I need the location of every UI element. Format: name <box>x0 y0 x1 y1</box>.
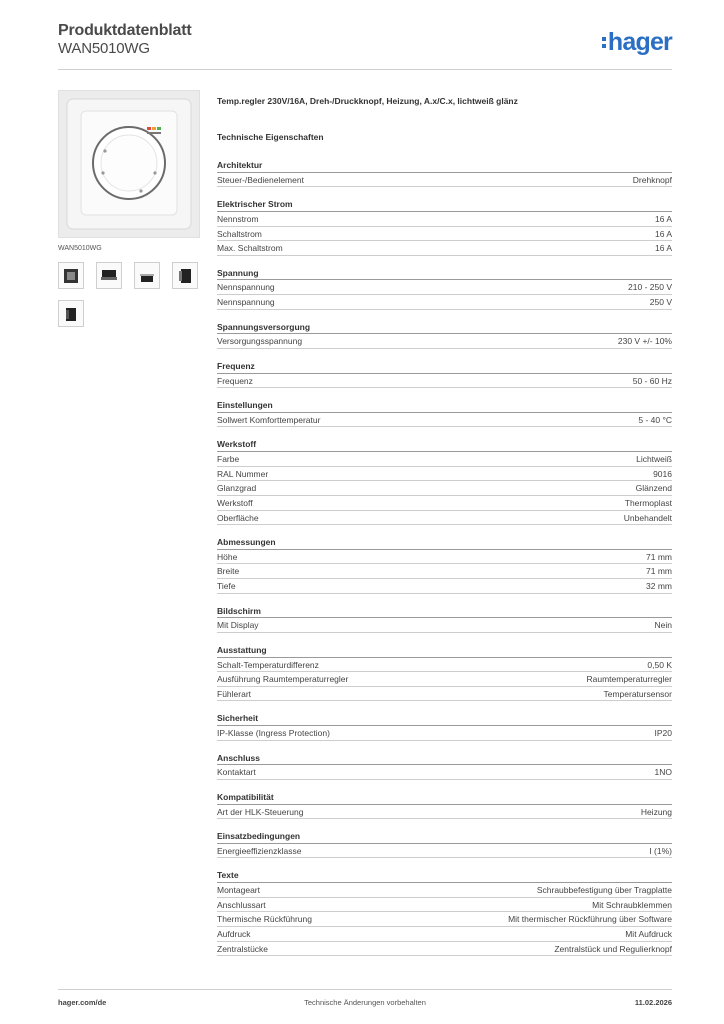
spec-value: 9016 <box>653 468 672 479</box>
spec-label: Thermische Rückführung <box>217 914 312 925</box>
spec-label: IP-Klasse (Ingress Protection) <box>217 728 330 739</box>
page-footer <box>58 989 672 1007</box>
spec-section <box>217 438 672 525</box>
image-caption: WAN5010WG <box>58 245 102 252</box>
back-view-icon[interactable] <box>172 262 198 289</box>
spec-row <box>217 280 672 295</box>
product-image[interactable] <box>58 90 200 238</box>
spec-value: Zentralstück und Regulierknopf <box>554 943 672 954</box>
spec-value: Mit Aufdruck <box>625 928 672 939</box>
spec-value: Schraubbefestigung über Tragplatte <box>536 885 672 896</box>
technical-properties-heading: Technische Eigenschaften <box>217 132 324 142</box>
spec-section <box>217 830 672 858</box>
spec-section <box>217 267 672 310</box>
section-title: Einsatzbedingungen <box>217 830 672 844</box>
spec-value: Mit thermischer Rückführung über Software <box>508 914 672 925</box>
spec-row <box>217 618 672 633</box>
spec-value: Unbehandelt <box>623 512 672 523</box>
spec-label: Sollwert Komforttemperatur <box>217 414 321 425</box>
spec-label: Ausführung Raumtemperaturregler <box>217 674 349 685</box>
spec-section <box>217 159 672 187</box>
spec-value: 16 A <box>654 213 672 224</box>
footer-notice: Technische Änderungen vorbehalten <box>304 998 426 1007</box>
spec-label: Höhe <box>217 551 238 562</box>
spec-section <box>217 605 672 633</box>
spec-label: Tiefe <box>217 581 236 591</box>
spec-value: Mit Schraubklemmen <box>592 899 672 910</box>
spec-row <box>217 805 672 820</box>
spec-label: Art der HLK-Steuerung <box>217 806 304 817</box>
spec-label: Max. Schaltstrom <box>217 243 283 254</box>
spec-value: 50 - 60 Hz <box>632 375 672 386</box>
spec-label: Energieeffizienzklasse <box>217 845 302 856</box>
spec-label: Glanzgrad <box>217 483 257 494</box>
spec-row <box>217 511 672 526</box>
spec-row <box>217 173 672 188</box>
spec-row <box>217 898 672 913</box>
spec-row <box>217 374 672 389</box>
spec-row <box>217 241 672 256</box>
spec-value: Temperatursensor <box>603 688 672 699</box>
spec-value: Drehknopf <box>632 174 672 185</box>
spec-row <box>217 726 672 741</box>
spec-value: Heizung <box>640 806 672 817</box>
logo-text: hager <box>607 28 672 56</box>
spec-value: Thermoplast <box>624 497 672 508</box>
spec-section <box>217 399 672 427</box>
section-title: Anschluss <box>217 752 672 766</box>
spec-label: Nennspannung <box>217 282 275 293</box>
spec-value: Raumtemperaturregler <box>586 674 672 685</box>
spec-row <box>217 212 672 227</box>
footer-date: 11.02.2026 <box>634 998 672 1007</box>
spec-row <box>217 452 672 467</box>
product-description: Temp.regler 230V/16A, Dreh-/Druckknopf, Heizung, A.x/C.x, lichtweiß glänz <box>217 96 518 106</box>
spec-row <box>217 927 672 942</box>
spec-row <box>217 765 672 780</box>
spec-section <box>217 791 672 819</box>
spec-section <box>217 869 672 956</box>
spec-row <box>217 481 672 496</box>
spec-value: 71 mm <box>646 566 672 577</box>
spec-row <box>217 579 672 594</box>
section-title: Abmessungen <box>217 536 672 550</box>
section-title: Sicherheit <box>217 712 672 726</box>
spec-label: Schalt-Temperaturdifferenz <box>217 659 319 670</box>
thumbnail-strip <box>58 262 200 327</box>
section-title: Spannung <box>217 267 672 281</box>
spec-value: 5 - 40 °C <box>638 414 672 425</box>
section-title: Kompatibilität <box>217 791 672 805</box>
spec-label: Montageart <box>217 885 260 896</box>
section-title: Elektrischer Strom <box>217 198 672 212</box>
spec-label: Steuer-/Bedienelement <box>217 174 304 185</box>
spec-value: Nein <box>654 620 672 631</box>
page-header <box>58 20 672 70</box>
spec-value: 1NO <box>654 767 672 778</box>
top-view-icon[interactable] <box>134 262 160 289</box>
article-number: WAN5010WG <box>58 40 150 57</box>
spec-row <box>217 496 672 511</box>
spec-value: Lichtweiß <box>636 454 672 465</box>
spec-row <box>217 550 672 565</box>
spec-section <box>217 360 672 388</box>
spec-label: Farbe <box>217 454 240 465</box>
spec-value: 16 A <box>654 243 672 254</box>
front-view-icon[interactable] <box>58 262 84 289</box>
specification-content <box>217 96 672 967</box>
spec-label: Versorgungsspannung <box>217 336 303 347</box>
spec-value: 16 A <box>654 228 672 239</box>
spec-row <box>217 334 672 349</box>
spec-sections <box>217 159 672 956</box>
section-title: Architektur <box>217 159 672 173</box>
spec-label: Anschlussart <box>217 899 266 910</box>
spec-value: 230 V +/- 10% <box>617 336 672 347</box>
spec-row <box>217 467 672 482</box>
spec-row <box>217 687 672 702</box>
side-view-icon[interactable] <box>96 262 122 289</box>
spec-row <box>217 912 672 927</box>
document-title: Produktdatenblatt <box>58 22 192 39</box>
spec-section <box>217 644 672 701</box>
spec-row <box>217 942 672 957</box>
spec-label: Oberfläche <box>217 512 259 523</box>
spec-section <box>217 321 672 349</box>
spec-row <box>217 227 672 242</box>
spec-value: Glänzend <box>635 483 672 494</box>
spec-value: 32 mm <box>646 581 672 591</box>
logo-dots-icon <box>602 37 606 48</box>
spec-section <box>217 198 672 255</box>
side-profile-icon[interactable] <box>58 300 84 327</box>
section-title: Spannungsversorgung <box>217 321 672 335</box>
spec-label: Frequenz <box>217 375 253 386</box>
spec-row <box>217 413 672 428</box>
spec-label: Schaltstrom <box>217 228 262 239</box>
image-column <box>58 90 200 327</box>
spec-section <box>217 536 672 593</box>
section-title: Werkstoff <box>217 438 672 452</box>
spec-row <box>217 883 672 898</box>
footer-website-link[interactable]: hager.com/de <box>58 998 107 1007</box>
spec-row <box>217 658 672 673</box>
spec-section <box>217 712 672 740</box>
spec-label: Nennspannung <box>217 297 275 308</box>
spec-label: Kontaktart <box>217 767 256 778</box>
spec-row <box>217 295 672 310</box>
spec-value: I (1%) <box>649 845 672 856</box>
spec-value: 0,50 K <box>647 659 672 670</box>
thermostat-dial-icon <box>59 91 199 237</box>
spec-value: 250 V <box>649 297 672 308</box>
spec-label: Aufdruck <box>217 928 251 939</box>
section-title: Frequenz <box>217 360 672 374</box>
spec-label: Breite <box>217 566 240 577</box>
hager-logo <box>602 28 672 57</box>
section-title: Einstellungen <box>217 399 672 413</box>
spec-label: Werkstoff <box>217 497 253 508</box>
spec-label: RAL Nummer <box>217 468 269 479</box>
spec-row <box>217 564 672 579</box>
spec-row <box>217 672 672 687</box>
spec-value: 210 - 250 V <box>628 282 672 293</box>
spec-label: Nennstrom <box>217 213 259 224</box>
section-title: Bildschirm <box>217 605 672 619</box>
spec-label: Zentralstücke <box>217 943 269 954</box>
spec-value: IP20 <box>654 728 672 739</box>
spec-section <box>217 752 672 780</box>
spec-row <box>217 844 672 859</box>
section-title: Texte <box>217 869 672 883</box>
spec-value: 71 mm <box>646 551 672 562</box>
spec-label: Mit Display <box>217 620 259 631</box>
spec-label: Fühlerart <box>217 688 252 699</box>
section-title: Ausstattung <box>217 644 672 658</box>
